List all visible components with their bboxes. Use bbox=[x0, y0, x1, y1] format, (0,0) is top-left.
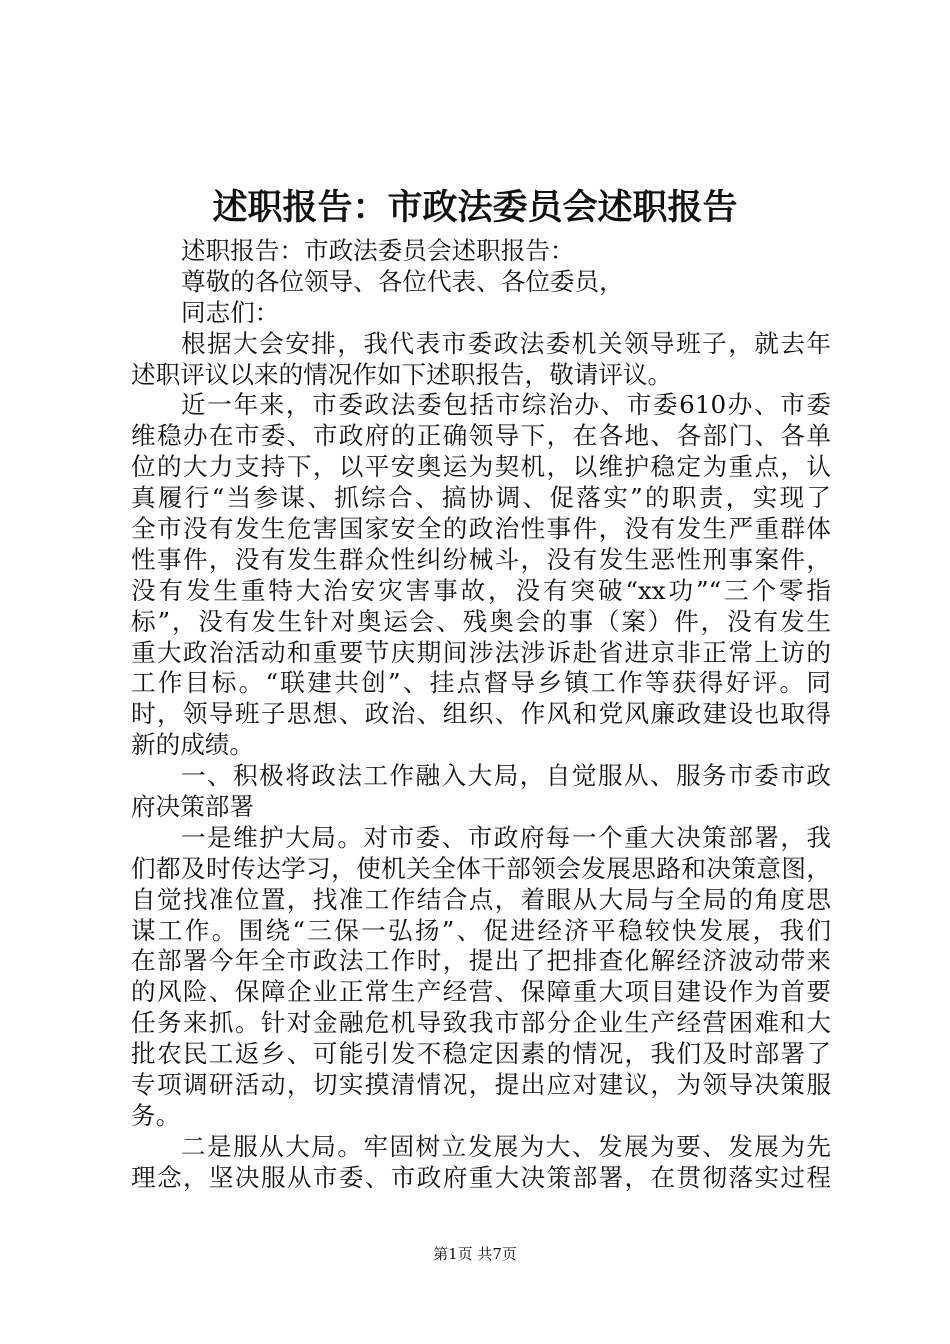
body-line: 理念，坚决服从市委、市政府重大决策部署，在贯彻落实过程 bbox=[131, 1162, 831, 1192]
body-line: 新的成绩。 bbox=[131, 730, 254, 760]
body-line: 在部署今年全市政法工作时，提出了把排查化解经济波动带来 bbox=[131, 946, 831, 976]
body-line: 时，领导班子思想、政治、组织、作风和党风廉政建设也取得 bbox=[131, 699, 831, 729]
body-line: 批农民工返乡、可能引发不稳定因素的情况，我们及时部署了 bbox=[131, 1039, 831, 1069]
body-line: 维稳办在市委、市政府的正确领导下，在各地、各部门、各单 bbox=[131, 421, 831, 451]
body-line: 述职评议以来的情况作如下述职报告，敬请评议。 bbox=[131, 359, 673, 389]
body-line: 一是维护大局。对市委、市政府每一个重大决策部署，我 bbox=[181, 822, 831, 852]
body-line: 重大政治活动和重要节庆期间涉法涉诉赴省进京非正常上访的 bbox=[131, 637, 831, 667]
body-line: 尊敬的各位领导、各位代表、各位委员， bbox=[181, 266, 624, 296]
document-title: 述职报告：市政法委员会述职报告 bbox=[212, 187, 738, 228]
body-line: 自觉找准位置，找准工作结合点，着眼从大局与全局的角度思 bbox=[131, 884, 831, 914]
body-line: 标”，没有发生针对奥运会、残奥会的事（案）件，没有发生 bbox=[131, 606, 831, 636]
body-line: 的风险、保障企业正常生产经营、保障重大项目建设作为首要 bbox=[131, 977, 831, 1007]
body-line: 工作目标。“联建共创”、挂点督导乡镇工作等获得好评。同 bbox=[131, 668, 831, 698]
body-line: 位的大力支持下，以平安奥运为契机，以维护稳定为重点，认 bbox=[131, 452, 831, 482]
document-body bbox=[131, 236, 831, 1194]
body-line: 府决策部署 bbox=[131, 792, 254, 822]
body-line: 全市没有发生危害国家安全的政治性事件，没有发生严重群体 bbox=[131, 514, 831, 544]
body-line: 谋工作。围绕“三保一弘扬”、促进经济平稳较快发展，我们 bbox=[131, 915, 831, 945]
body-line: 一、积极将政法工作融入大局，自觉服从、服务市委市政 bbox=[181, 761, 831, 791]
body-line: 真履行“当参谋、抓综合、搞协调、促落实”的职责，实现了 bbox=[131, 483, 831, 513]
body-line: 同志们： bbox=[181, 297, 280, 327]
body-line: 二是服从大局。牢固树立发展为大、发展为要、发展为先 bbox=[181, 1131, 831, 1161]
page-number: 第1页 共7页 bbox=[433, 1245, 517, 1263]
body-line: 性事件，没有发生群众性纠纷械斗，没有发生恶性刑事案件， bbox=[131, 544, 831, 574]
body-line: 专项调研活动，切实摸清情况，提出应对建议，为领导决策服 bbox=[131, 1070, 831, 1100]
body-line: 近一年来，市委政法委包括市综治办、市委610办、市委 bbox=[181, 390, 831, 420]
body-line: 任务来抓。针对金融危机导致我市部分企业生产经营困难和大 bbox=[131, 1008, 831, 1038]
body-line: 述职报告：市政法委员会述职报告： bbox=[181, 236, 575, 265]
body-line: 没有发生重特大治安灾害事故，没有突破“xx功”“三个零指 bbox=[131, 575, 831, 605]
body-line: 根据大会安排，我代表市委政法委机关领导班子，就去年 bbox=[181, 328, 831, 358]
body-line: 务。 bbox=[131, 1100, 181, 1130]
body-line: 们都及时传达学习，使机关全体干部领会发展思路和决策意图， bbox=[131, 853, 831, 883]
